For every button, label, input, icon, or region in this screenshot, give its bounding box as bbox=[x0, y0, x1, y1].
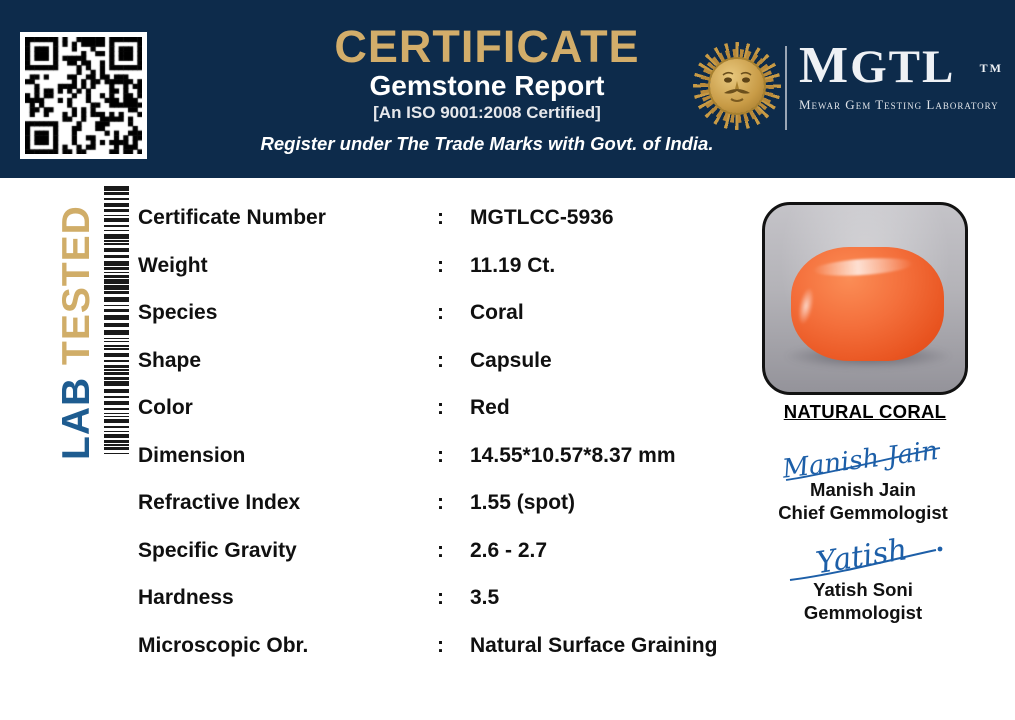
row-label: Species bbox=[138, 301, 218, 324]
logo-acronym: MGTL TM bbox=[799, 37, 1003, 94]
sun-face-icon bbox=[693, 42, 781, 130]
signatory-chief-gemmologist bbox=[748, 434, 978, 524]
row-label: Hardness bbox=[138, 586, 234, 609]
qr-code-icon bbox=[20, 32, 147, 159]
row-separator: : bbox=[437, 396, 444, 419]
row-separator: : bbox=[437, 348, 444, 372]
row-value: Natural Surface Graining bbox=[470, 633, 718, 657]
row-separator: : bbox=[437, 206, 444, 229]
row-label: Specific Gravity bbox=[138, 538, 297, 562]
signatory-name: Yatish Soni bbox=[813, 579, 913, 600]
signatory-title: Chief Gemmologist bbox=[778, 502, 948, 523]
row-value: 3.5 bbox=[470, 586, 500, 609]
row-separator: : bbox=[437, 538, 444, 562]
signatory-title: Gemmologist bbox=[803, 602, 923, 623]
row-value: MGTLCC-5936 bbox=[470, 206, 614, 229]
report-subtitle: Gemstone Report bbox=[369, 70, 605, 101]
mgtl-logo bbox=[743, 37, 1003, 135]
row-value: 14.55*10.57*8.37 mm bbox=[470, 443, 676, 467]
logo-divider bbox=[785, 46, 787, 130]
row-value: 1.55 (spot) bbox=[470, 491, 576, 514]
row-label: Weight bbox=[138, 253, 208, 277]
row-value: Coral bbox=[470, 301, 524, 324]
signatory-gemmologist bbox=[748, 528, 978, 624]
row-label: Shape bbox=[138, 348, 202, 372]
iso-certified-line: [An ISO 9001:2008 Certified] bbox=[373, 103, 601, 122]
row-label: Certificate Number bbox=[138, 206, 326, 229]
report-table bbox=[138, 205, 720, 658]
certificate-title: CERTIFICATE bbox=[334, 21, 640, 72]
trademark-symbol: TM bbox=[979, 61, 1003, 75]
photo-caption: NATURAL CORAL bbox=[783, 401, 947, 422]
row-value: 2.6 - 2.7 bbox=[470, 538, 548, 562]
row-separator: : bbox=[437, 633, 444, 657]
gemstone-photo bbox=[762, 202, 968, 395]
logo-wordmark bbox=[799, 37, 1003, 113]
row-separator: : bbox=[437, 443, 444, 467]
row-separator: : bbox=[437, 586, 444, 609]
svg-text:Manish Jain: Manish Jain bbox=[780, 435, 940, 485]
header-band bbox=[0, 0, 1015, 178]
row-value: 11.19 Ct. bbox=[470, 253, 556, 277]
row-separator: : bbox=[437, 253, 444, 277]
coral-gem-image bbox=[791, 247, 944, 361]
row-label: Dimension bbox=[138, 443, 246, 467]
trademark-register-line: Register under The Trade Marks with Govt. of India. bbox=[260, 133, 714, 154]
row-value: Red bbox=[470, 396, 510, 419]
header-titles bbox=[207, 0, 767, 156]
barcode-icon bbox=[104, 186, 129, 454]
row-label: Refractive Index bbox=[138, 491, 301, 514]
row-separator: : bbox=[437, 491, 444, 514]
logo-tagline: Mewar Gem Testing Laboratory bbox=[799, 97, 999, 112]
lab-tested-vertical-label: LAB TESTED bbox=[55, 205, 98, 460]
signatory-name: Manish Jain bbox=[810, 479, 916, 500]
svg-text:Yatish: Yatish bbox=[813, 532, 910, 582]
row-label: Microscopic Obr. bbox=[138, 633, 309, 657]
row-value: Capsule bbox=[470, 348, 552, 372]
row-separator: : bbox=[437, 301, 444, 324]
row-label: Color bbox=[138, 396, 193, 419]
